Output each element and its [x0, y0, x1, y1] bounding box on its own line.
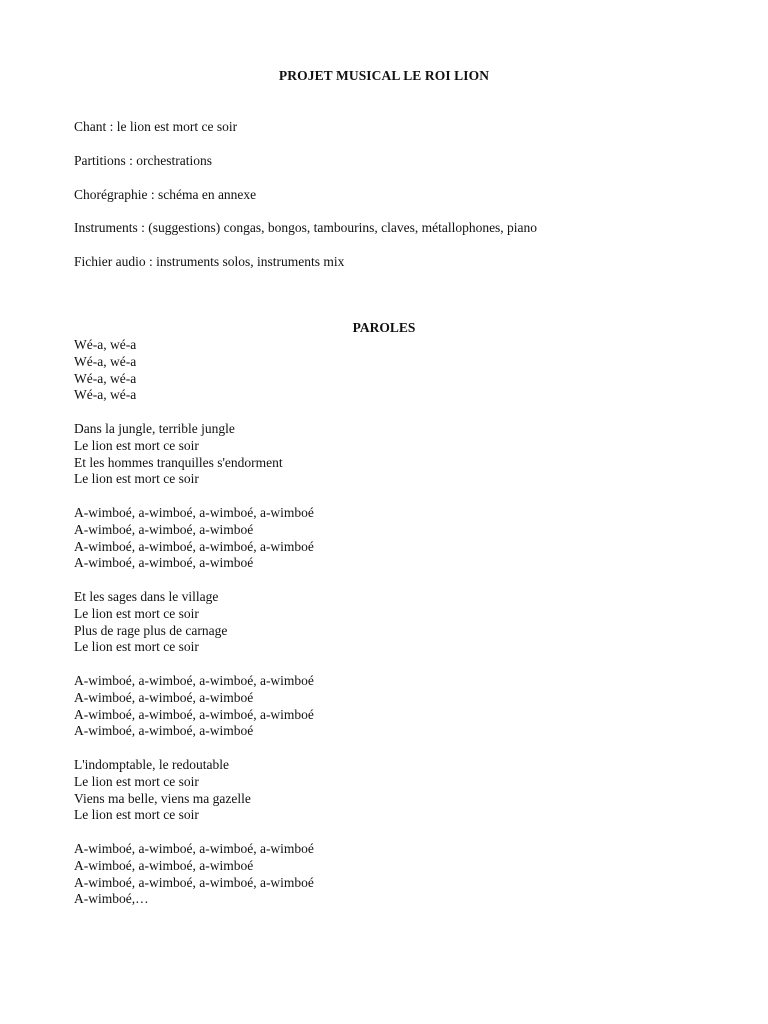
lyrics-line: A-wimboé, a-wimboé, a-wimboé: [74, 555, 254, 571]
lyrics-stanza: [74, 757, 714, 824]
lyrics-line: Le lion est mort ce soir: [74, 437, 199, 453]
lyrics-line: Plus de rage plus de carnage: [74, 622, 228, 638]
lyrics-line: L'indomptable, le redoutable: [74, 756, 230, 772]
document-title: PROJET MUSICAL LE ROI LION: [278, 68, 490, 83]
lyrics-line: A-wimboé,…: [74, 891, 149, 907]
info-partitions: Partitions : orchestrations: [74, 153, 212, 168]
lyrics-line: A-wimboé, a-wimboé, a-wimboé: [74, 521, 254, 537]
lyrics-stanza: [74, 421, 714, 488]
lyrics-line: A-wimboé, a-wimboé, a-wimboé: [74, 723, 254, 739]
paroles-heading-text: PAROLES: [352, 320, 416, 335]
lyrics-line: Et les sages dans le village: [74, 588, 219, 604]
lyrics-line: Le lion est mort ce soir: [74, 471, 199, 487]
lyrics-line: Le lion est mort ce soir: [74, 807, 199, 823]
lyrics-stanza: [74, 505, 714, 572]
lyrics-line: Viens ma belle, viens ma gazelle: [74, 790, 251, 806]
lyrics-line: Wé-a, wé-a: [74, 370, 137, 386]
lyrics-stanza: [74, 589, 714, 656]
lyrics-line: A-wimboé, a-wimboé, a-wimboé: [74, 689, 254, 705]
info-choregraphie: Chorégraphie : schéma en annexe: [74, 187, 257, 202]
lyrics-stanza: [74, 841, 714, 908]
lyrics-line: A-wimboé, a-wimboé, a-wimboé, a-wimboé: [74, 706, 314, 722]
lyrics-line: Dans la jungle, terrible jungle: [74, 420, 235, 436]
lyrics-line: A-wimboé, a-wimboé, a-wimboé, a-wimboé: [74, 840, 314, 856]
info-fichier-audio: Fichier audio : instruments solos, instruments mix: [74, 254, 345, 269]
lyrics-line: Le lion est mort ce soir: [74, 605, 199, 621]
lyrics-line: A-wimboé, a-wimboé, a-wimboé, a-wimboé: [74, 538, 314, 554]
lyrics-stanza: [74, 337, 714, 404]
paroles-heading: [0, 319, 768, 337]
lyrics-line: Et les hommes tranquilles s'endorment: [74, 454, 283, 470]
lyrics-line: Wé-a, wé-a: [74, 337, 137, 352]
lyrics-line: Le lion est mort ce soir: [74, 773, 199, 789]
lyrics: [74, 337, 714, 925]
lyrics-line: Wé-a, wé-a: [74, 387, 137, 403]
lyrics-line: A-wimboé, a-wimboé, a-wimboé: [74, 857, 254, 873]
lyrics-line: Wé-a, wé-a: [74, 353, 137, 369]
lyrics-line: A-wimboé, a-wimboé, a-wimboé, a-wimboé: [74, 874, 314, 890]
lyrics-line: A-wimboé, a-wimboé, a-wimboé, a-wimboé: [74, 504, 314, 520]
lyrics-stanza: [74, 673, 714, 740]
info-instruments: Instruments : (suggestions) congas, bongos, tambourins, claves, métallophones, piano: [74, 220, 538, 235]
lyrics-line: A-wimboé, a-wimboé, a-wimboé, a-wimboé: [74, 672, 314, 688]
info-chant: Chant : le lion est mort ce soir: [74, 119, 238, 134]
lyrics-line: Le lion est mort ce soir: [74, 639, 199, 655]
